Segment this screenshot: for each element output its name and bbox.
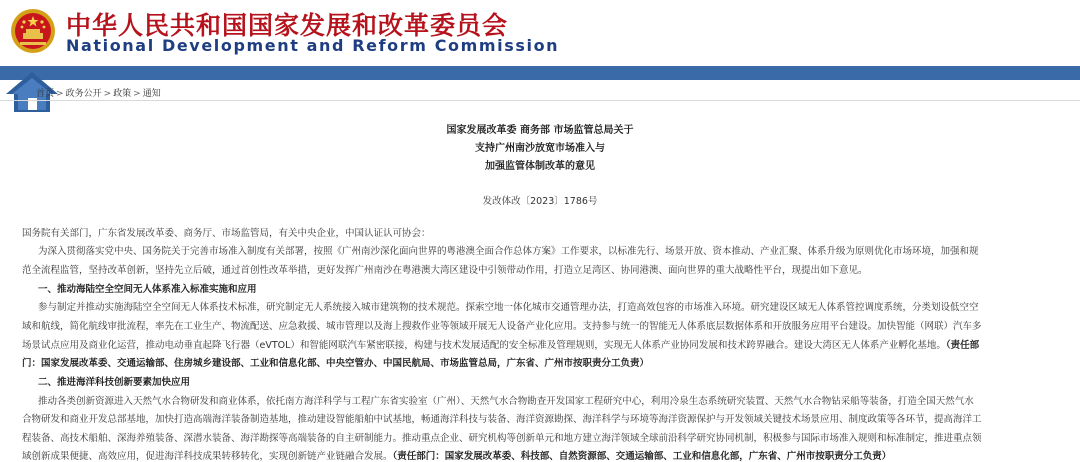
- breadcrumb-item-notice[interactable]: 通知: [142, 89, 161, 99]
- intro-line-1: 为深入贯彻落实党中央、国务院关于完善市场准入制度有关部署，按照《广州南沙深化面向世界的粤港澳全面合作总体方案》工作要求，以标准先行、场景开放、资本推动、产业汇聚、体系升级为原则优化市场环境，加强和规: [38, 246, 979, 257]
- section-2-heading: 二、推进海洋科技创新要素加快应用: [38, 377, 191, 388]
- section-1-line-3-text: 场景试点应用及商业化运营，推动电动垂直起降飞行器（eVTOL）和智能网联汽车紧密联接，构建与技术发展适配的安全标准及管理规则，实现无人体系产业协同发展和技术跨界融合。建设大湾区无人体系产业孵化基地。: [22, 340, 946, 351]
- section-2-line-3: 程装备、高技术船舶、深海养殖装备、深潜水装备、海洋勘探等高端装备的自主研制能力。推动重点企业、研究机构等创新单元和地方建立海洋领域全球前沿科学研究协同机制，积极参与国际市场准入规则和标准制定，推进重点领: [22, 433, 982, 444]
- section-2-line-1: 推动各类创新资源进入天然气水合物研发和商业体系，依托南方海洋科学与工程广东省实验室（广州）、天然气水合物勘查开发国家工程研究中心，利用冷泉生态系统研究装置、天然气水合物钻采船等装备，打造全国天然气水: [38, 396, 974, 407]
- article-title-line-1: 国家发展改革委 商务部 市场监管总局关于: [446, 125, 634, 136]
- addressee: 国务院有关部门，广东省发展改革委、商务厅、市场监管局，有关中央企业，中国认证认可协会：: [22, 228, 431, 239]
- article-title-line-3: 加强监管体制改革的意见: [485, 161, 595, 172]
- divider: [0, 100, 1080, 101]
- nav-bar: [0, 66, 1080, 80]
- section-2-last-text: 域创新成果便捷、高效应用，促进海洋科技成果转移转化，实现创新链产业链融合发展。: [22, 451, 393, 462]
- section-1-responsibility-tag: （责任部: [945, 340, 980, 351]
- section-2-responsibility: （责任部门：国家发展改革委、科技部、自然资源部、交通运输部、工业和信息化部，广东省、广州市按职责分工负责）: [392, 451, 892, 462]
- section-1-responsibility: 门：国家发展改革委、交通运输部、住房城乡建设部、工业和信息化部、中央空管办、中国民航局、市场监管总局，广东省、广州市按职责分工负责）: [22, 358, 650, 369]
- section-2-line-4: [22, 448, 891, 462]
- site-header: [0, 0, 1080, 66]
- breadcrumb-separator: >: [103, 89, 112, 99]
- section-1-line-2: 域和航线，简化航线审批流程，率先在工业生产、物流配送、应急救援、城市管理以及海上搜救作业等领域开展无人设备产业化应用。支持参与统一的智能无人体系底层数据体系和开放服务应用平台建设。加快智能（网联）汽车多: [22, 321, 982, 332]
- section-1-line-3: [22, 337, 979, 351]
- breadcrumb-separator: >: [56, 89, 64, 99]
- document-number: 发改体改〔2023〕1786号: [482, 196, 598, 207]
- section-1-heading: 一、推动海陆空全空间无人体系准入标准实施和应用: [38, 284, 257, 295]
- breadcrumb: [36, 86, 161, 99]
- article-title-line-2: 支持广州南沙放宽市场准入与: [475, 143, 605, 154]
- site-name-en[interactable]: National Development and Reform Commission: [66, 36, 560, 55]
- breadcrumb-separator: >: [133, 89, 141, 99]
- national-emblem-icon: [10, 8, 56, 54]
- intro-line-2: 范全流程监管，坚持改革创新，坚持先立后破，通过首创性改革举措，更好发挥广州南沙在粤港澳大湾区建设中引领带动作用，打造立足湾区、协同港澳、面向世界的重大战略性平台，现提出如下意见。: [22, 265, 868, 276]
- breadcrumb-home[interactable]: 首页: [36, 89, 55, 99]
- breadcrumb-item-gov-open[interactable]: 政务公开: [65, 89, 102, 99]
- site-name-cn[interactable]: 中华人民共和国国家发展和改革委员会: [66, 11, 509, 40]
- breadcrumb-item-policy[interactable]: 政策: [113, 89, 132, 99]
- section-1-line-1: 参与制定并推动实施海陆空全空间无人体系技术标准，研究制定无人系统接入城市建筑物的技术规范。探索空地一体化城市交通管理办法，打造高效包容的市场准入环境。研究建设区域无人体系管控调度系统，分类划设低空空: [38, 302, 979, 313]
- section-2-line-2: 合物研发和商业开发总部基地，加快打造高端海洋装备制造基地，推动建设智能船舶中试基地，畅通海洋科技与装备、海洋资源勘探、海洋科学与环境等海洋资源保护与开发领域关键技术场景应用、制度政策等各环节，提高海洋工: [22, 414, 982, 425]
